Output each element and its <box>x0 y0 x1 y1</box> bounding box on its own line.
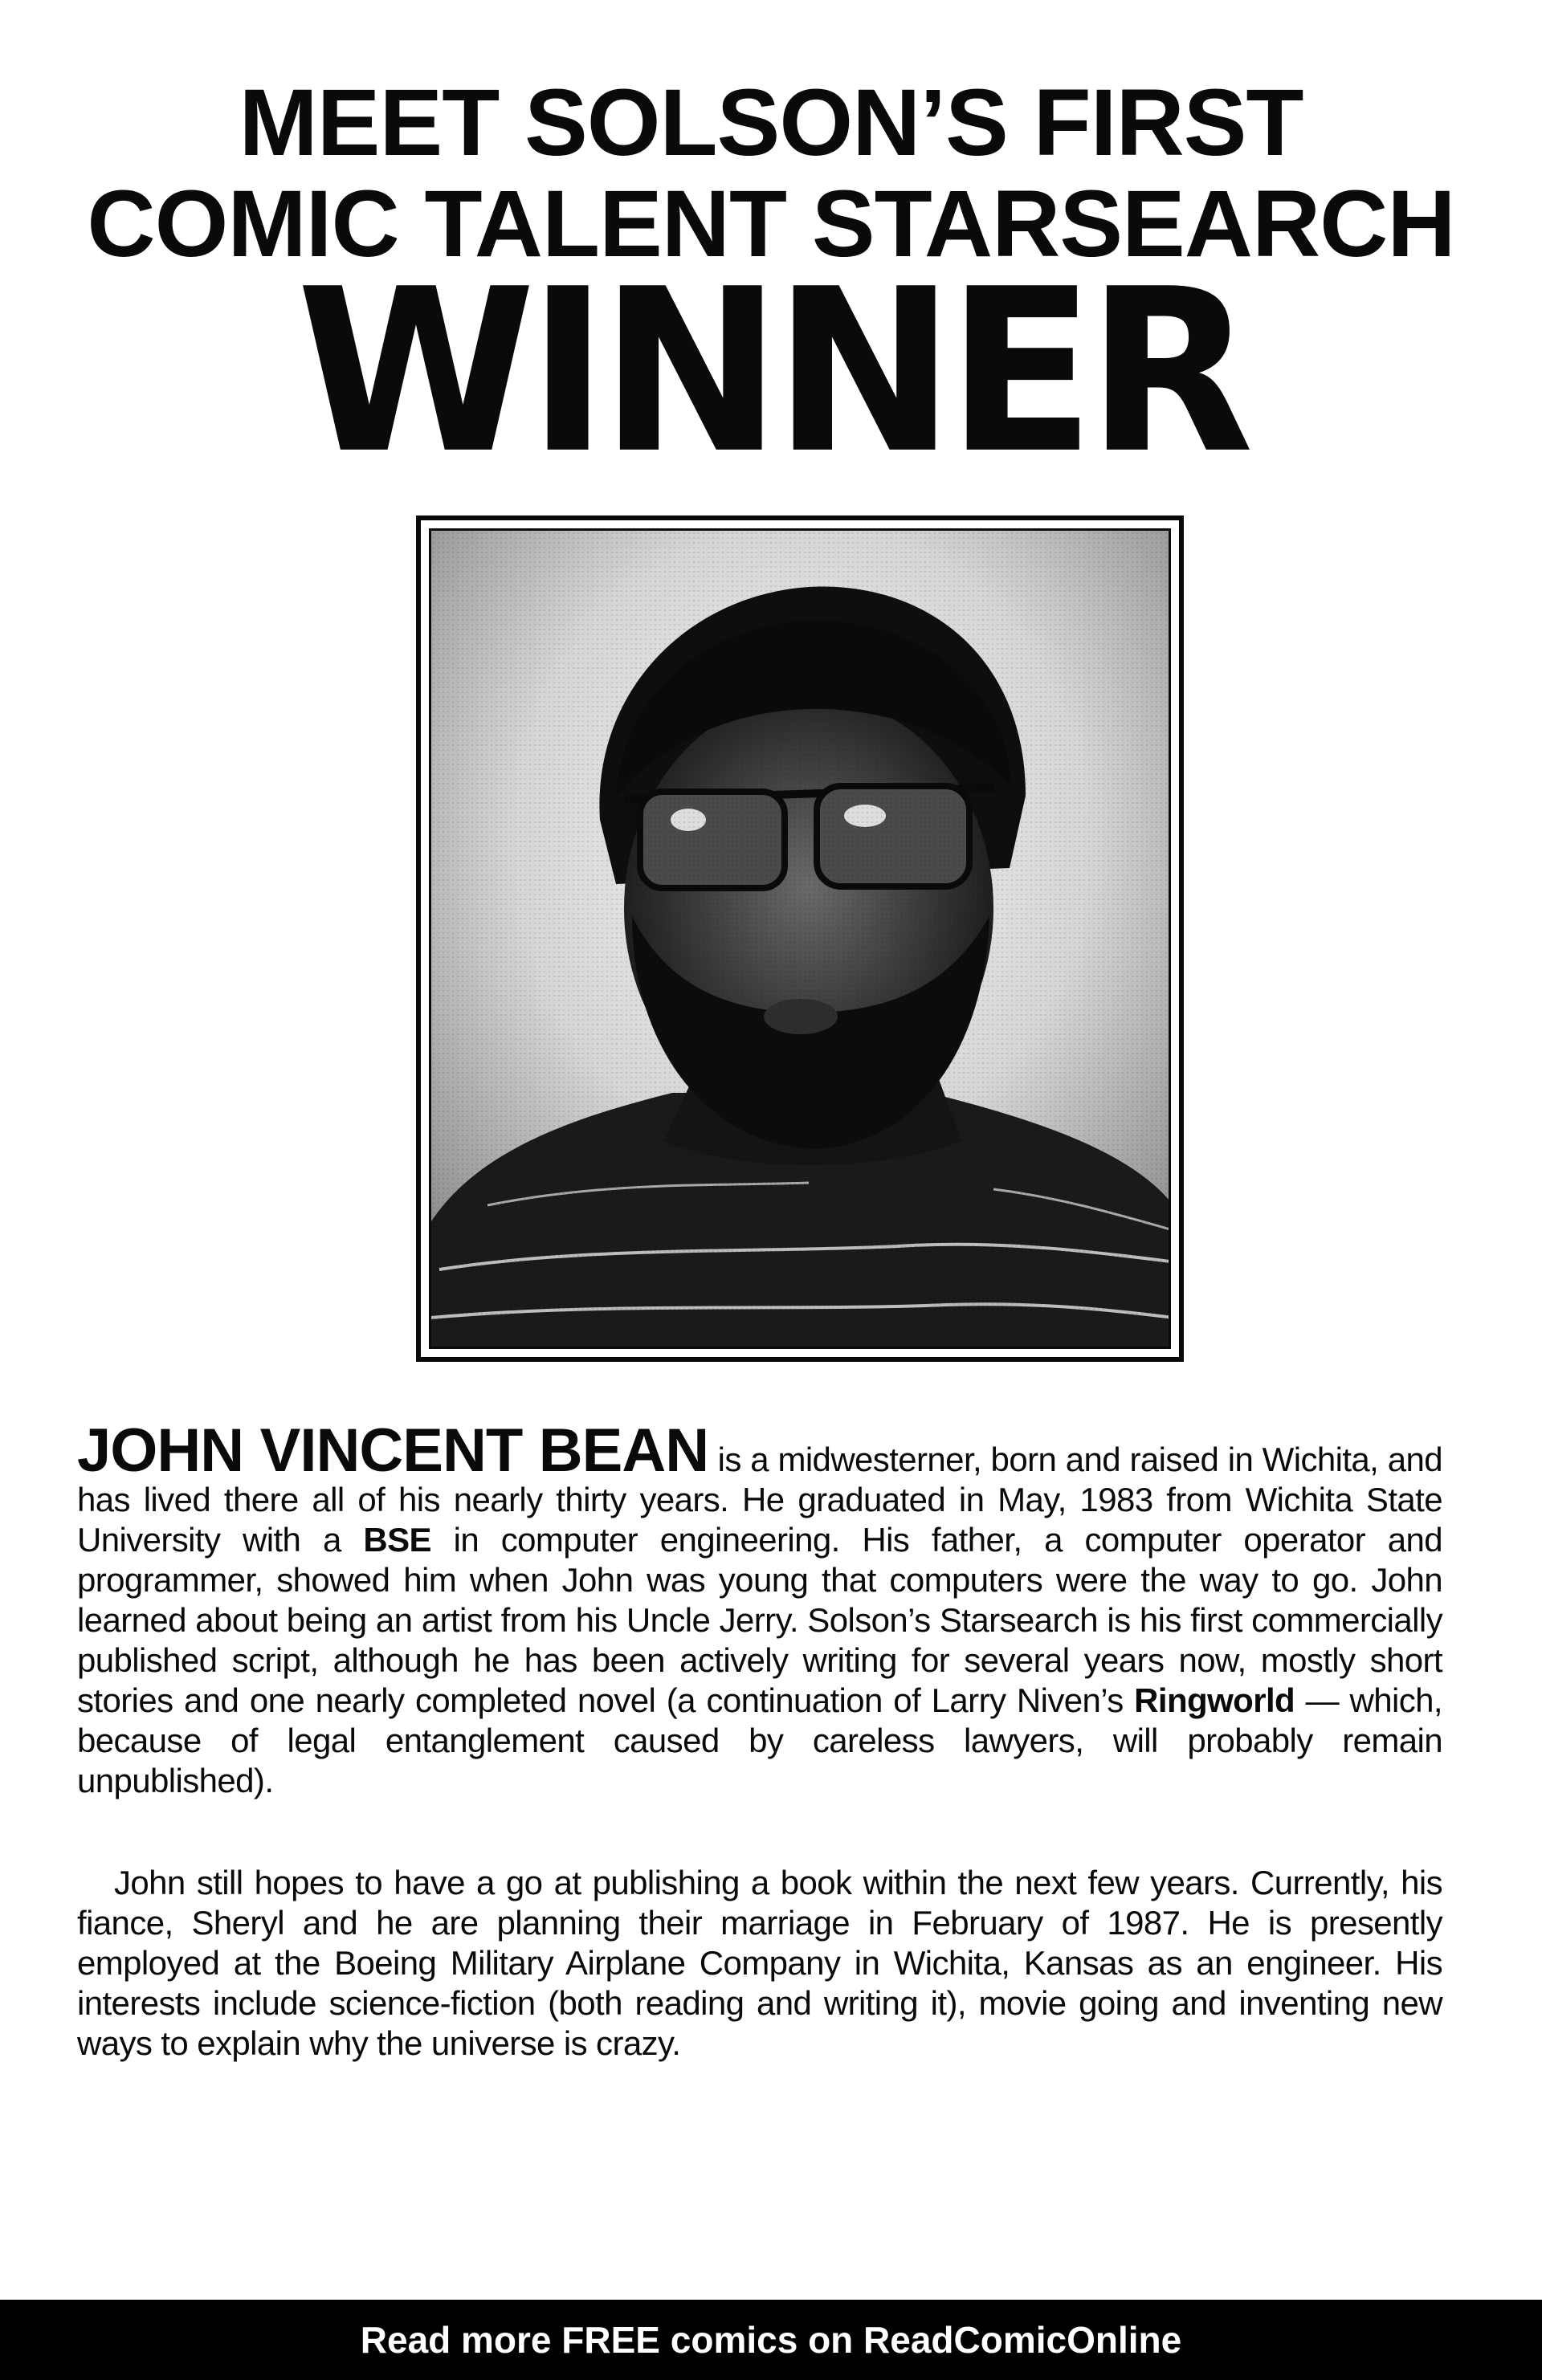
footer-text[interactable]: Read more FREE comics on ReadComicOnline <box>360 2319 1182 2361</box>
winner-title: WINNER <box>296 241 1246 503</box>
portrait-photo-illustration <box>431 531 1171 1349</box>
portrait-photo-frame <box>416 516 1184 1362</box>
bio-p1-part-b: in computer engineering. His father, a computer operator and programmer, showed him when John was young that computers were the way to go. John learned about being an artist from his Uncle Jerry. Solson’s Starsearch is his first commercially published script, although he has been actively writing for several years now, mostly short stories and one nearly completed novel (a continuation of Larry Niven’s <box>77 1521 1442 1719</box>
bio-name: JOHN VINCENT BEAN <box>77 1416 709 1485</box>
bio-paragraph-1 <box>77 1416 1442 1801</box>
bio-p1-part-a: is a midwesterner, born and raised in Wichita, and has lived there all of his nearly thirty years. He graduated in May, 1983 from Wichita State University with a <box>77 1441 1442 1559</box>
bio-p1-bse: BSE <box>363 1521 431 1559</box>
footer-banner[interactable] <box>0 2300 1542 2380</box>
headline-line-2: COMIC TALENT STARSEARCH <box>87 171 1455 277</box>
bio-p1-part-c: — which, because of legal entanglement caused by careless lawyers, will probably remain unpublished). <box>77 1681 1442 1799</box>
bio-p1-ringworld: Ringworld <box>1134 1681 1295 1719</box>
portrait-photo <box>429 528 1171 1349</box>
bio-paragraph-2: John still hopes to have a go at publishing a book within the next few years. Currently, his fiance, Sheryl and he are planning their marriage in February of 1987. He is presently employed at the Boeing Military Airplane Company in Wichita, Kansas as an engineer. His interests include science-fiction (both reading and writing it), movie going and inventing new ways to explain why the universe is crazy. <box>77 1864 1442 2062</box>
headline-line-1: MEET SOLSON’S FIRST <box>239 70 1303 176</box>
